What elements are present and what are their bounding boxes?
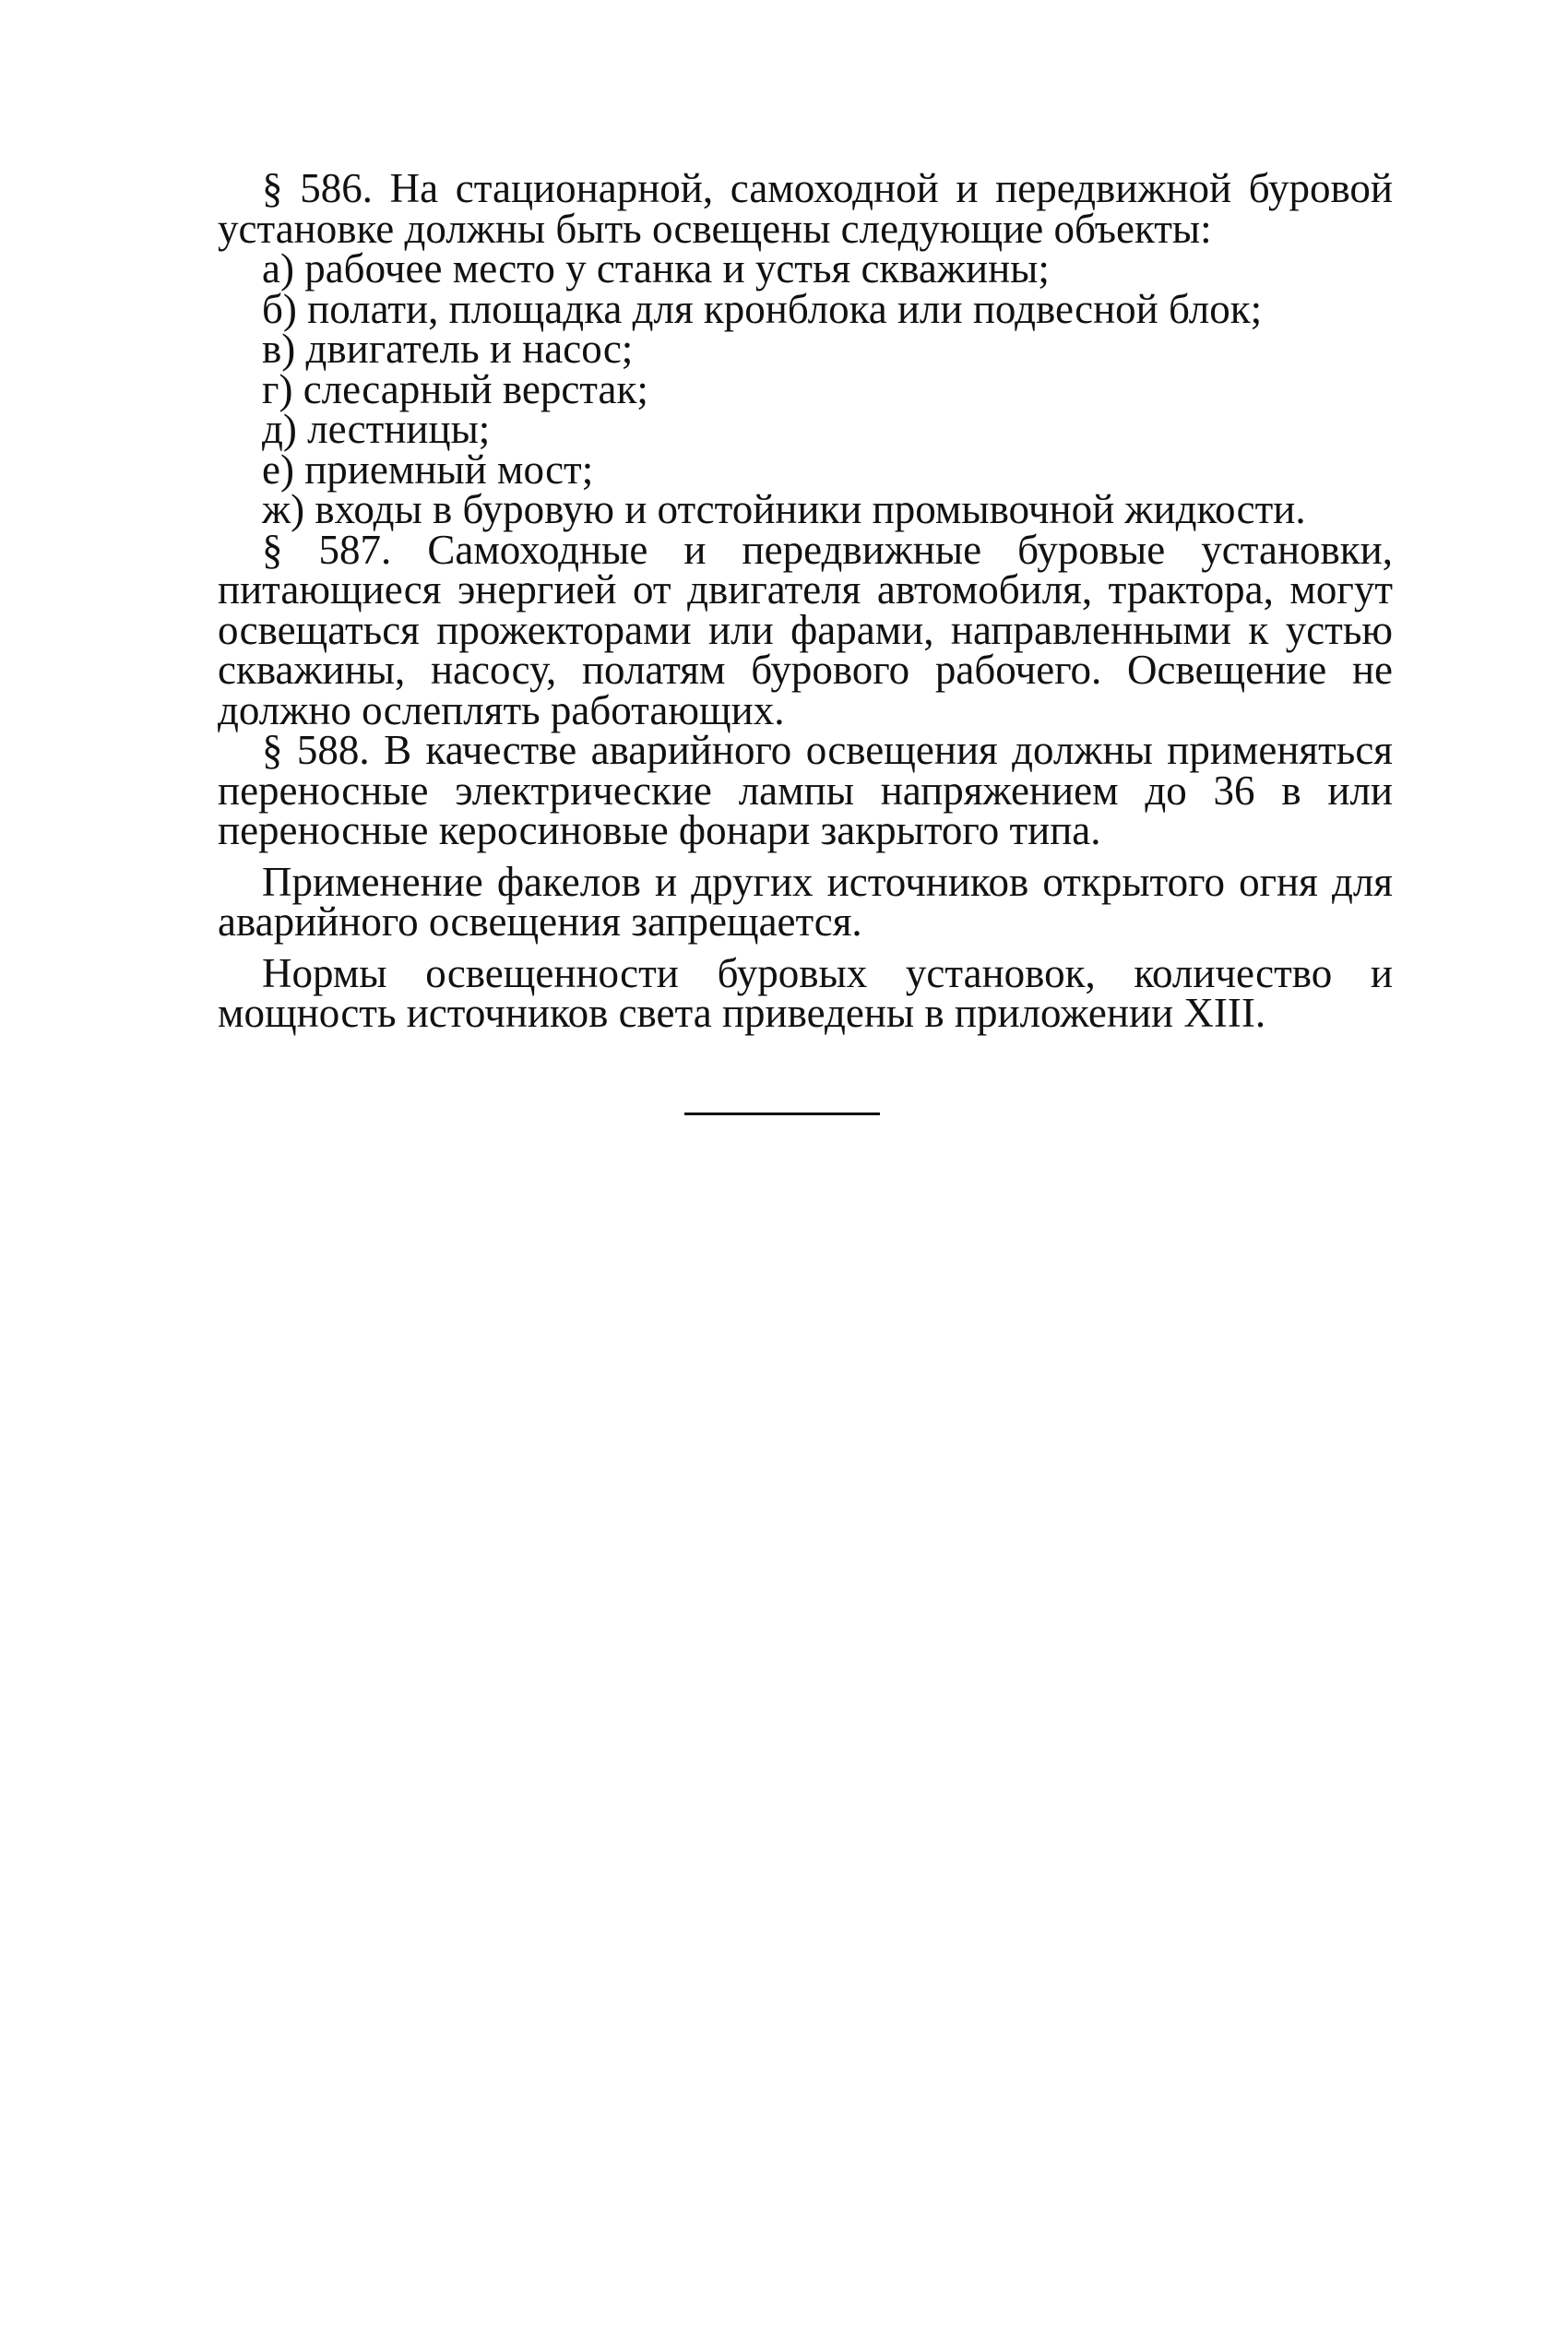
- document-page: [218, 165, 1393, 1036]
- lighting-objects-list: [218, 245, 1393, 532]
- list-item: г) слесарный верстак;: [262, 365, 648, 412]
- end-of-section-rule: [684, 1112, 880, 1115]
- list-item: д) лестницы;: [262, 406, 491, 452]
- paragraph-587: § 587. Самоходные и передвижные буровые установки, питающиеся энергией от двигателя автомобиля, трактора, могут освещаться прожекторами или фарами, направленными к устью скважины, насосу, полатям бурового рабочего. Освещение не должно ослеплять работающих.: [218, 526, 1393, 733]
- paragraph-588: § 588. В качестве аварийного освещения должны применяться переносные электрические лампы напряжением до 36 в или переносные керосиновые фонари закрытого типа.: [218, 727, 1393, 853]
- list-item: е) приемный мост;: [262, 446, 594, 493]
- list-item: а) рабочее место у станка и устья скважины;: [262, 245, 1050, 292]
- list-item: в) двигатель и насос;: [262, 326, 634, 372]
- paragraph-lighting-norms: Нормы освещенности буровых установок, количество и мощность источников света приведены в приложении XIII.: [218, 949, 1393, 1036]
- list-item: ж) входы в буровую и отстойники промывочной жидкости.: [262, 486, 1306, 532]
- paragraph-586: § 586. На стационарной, самоходной и передвижной буровой установке должны быть освещены следующие объекты:: [218, 165, 1393, 252]
- list-item: б) полати, площадка для кронблока или подвесной блок;: [262, 285, 1263, 332]
- paragraph-open-fire-ban: Применение факелов и других источников открытого огня для аварийного освещения запрещается.: [218, 858, 1393, 945]
